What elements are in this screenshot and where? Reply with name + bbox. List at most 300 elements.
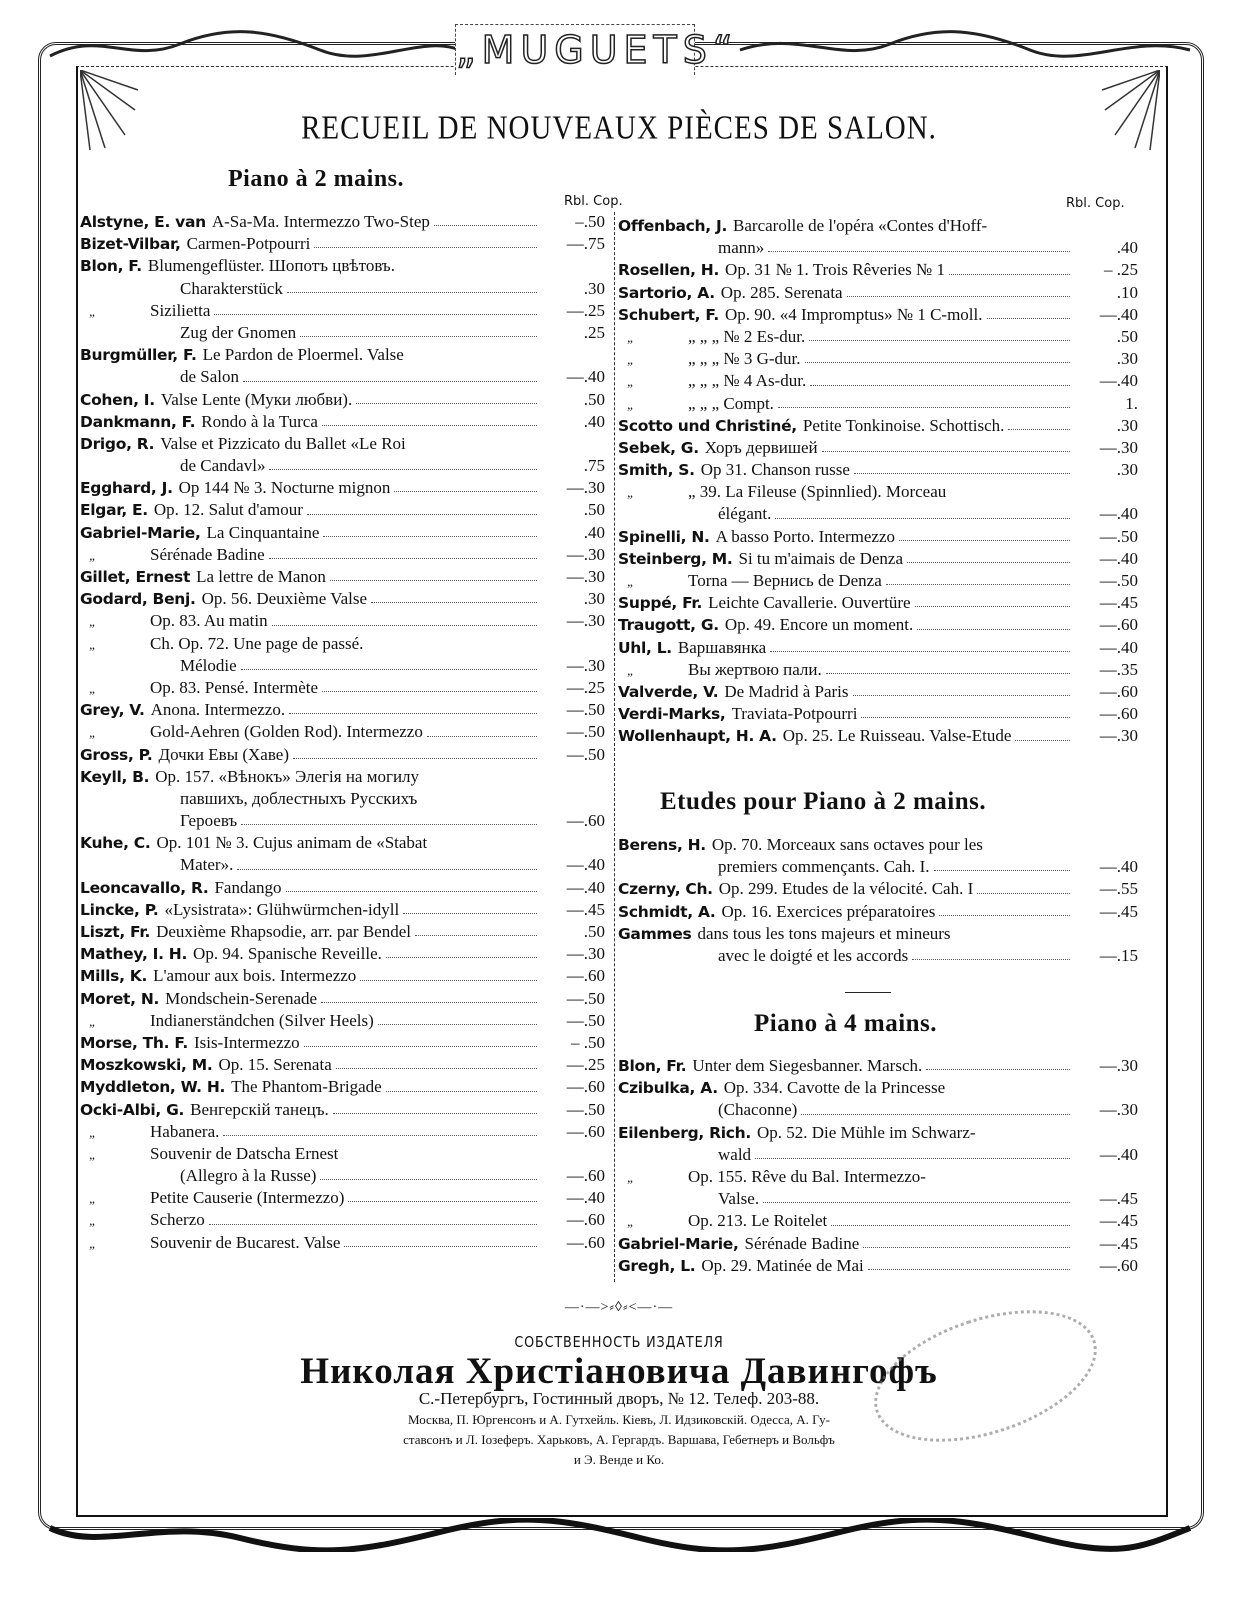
price: – .25 (1104, 260, 1138, 280)
piece-title: Gold-Aehren (Golden Rod). Intermezzo (150, 722, 423, 742)
catalog-entry (618, 681, 1138, 703)
piece-title: Anona. Intermezzo. (150, 700, 286, 720)
price: —.50 (1099, 571, 1138, 590)
piece-title: dans tous les tons majeurs et mineurs (697, 923, 951, 943)
dot-leader (899, 526, 1070, 541)
piece-title: Charakterstück (180, 278, 283, 298)
dot-leader (371, 588, 537, 603)
catalog-entry (80, 566, 605, 588)
dot-leader (209, 1209, 537, 1224)
piece-title: Op. 83. Au matin (150, 611, 268, 631)
catalog-entry (80, 1032, 605, 1054)
price: —.60 (566, 1166, 605, 1186)
composer-name: Wollenhaupt, H. A. (618, 727, 777, 746)
dot-leader (427, 721, 537, 736)
indent (618, 393, 688, 415)
catalog-entry (618, 415, 1138, 437)
dot-leader (403, 899, 537, 914)
agents-line-3: и Э. Венде и Ко. (573, 1452, 665, 1467)
price: .50 (583, 922, 605, 941)
catalog-entry (618, 637, 1138, 659)
price: .50 (583, 389, 605, 409)
piece-title: Op. 90. «4 Impromptus» № 1 C-moll. (724, 304, 983, 324)
piece-title: Вы жертвою пали. (688, 659, 822, 679)
dot-leader (868, 1255, 1070, 1270)
dot-leader (1008, 415, 1070, 430)
price-header-right: Rbl. Cop. (1066, 196, 1125, 211)
piece-title: Op. 25. Le Ruisseau. Valse-Etude (782, 726, 1012, 746)
dot-leader (293, 744, 537, 759)
composer-name: Liszt, Fr. (80, 923, 151, 941)
piece-title: Op 144 № 3. Nocturne mignon (178, 478, 391, 498)
catalog-entry (80, 499, 605, 521)
piece-title: Carmen-Potpourri (186, 234, 311, 254)
price: – .50 (571, 1032, 605, 1052)
dot-leader (323, 522, 537, 537)
catalog-entry (618, 437, 1138, 459)
indent (80, 1010, 150, 1032)
piece-title: Хоръ дервишей (704, 437, 818, 457)
piece-title: Isis-Intermezzo (193, 1032, 300, 1052)
catalog-entry (618, 1144, 1138, 1166)
price: —.30 (1099, 437, 1138, 457)
catalog-entry (80, 899, 605, 921)
piece-title: élégant. (718, 504, 772, 524)
catalog-entry (80, 1143, 605, 1165)
composer-name: Alstyne, E. van (80, 213, 206, 231)
piece-title: de Candavl» (180, 456, 266, 476)
catalog-entry (80, 610, 605, 632)
catalog-entry (80, 943, 605, 965)
dot-leader (322, 411, 537, 426)
price: —.45 (566, 899, 605, 919)
catalog-entry (80, 255, 605, 277)
dot-leader (926, 1055, 1070, 1070)
price: .40 (1116, 238, 1138, 258)
indent (80, 677, 150, 699)
catalog-entry (80, 788, 605, 810)
composer-name: Dankmann, F. (80, 412, 196, 431)
ditto-mark: „ (627, 396, 633, 412)
price: —.45 (1099, 901, 1138, 921)
piece-title: Torna — Вернись de Denza (688, 571, 882, 590)
piece-title: Op 31. Chanson russe (700, 460, 850, 480)
composer-name: Schmidt, A. (618, 902, 716, 921)
catalog-entry (618, 1210, 1138, 1232)
dot-leader (847, 282, 1070, 297)
piece-title: Венгерскій танецъ. (190, 1099, 329, 1119)
catalog-entry (80, 1010, 605, 1032)
indent (618, 326, 688, 348)
indent (80, 278, 180, 300)
collection-title: „MUGUETS“ (456, 28, 739, 72)
composer-name: Gammes (618, 924, 692, 943)
dot-leader (321, 988, 537, 1003)
piece-title: „ 39. La Fileuse (Spinnlied). Morceau (688, 482, 947, 502)
catalog-entry (80, 1165, 605, 1187)
composer-name: Mills, K. (80, 967, 148, 986)
catalog-entry (618, 856, 1138, 878)
ditto-mark: „ (627, 352, 633, 368)
catalog-entry (80, 588, 605, 610)
composer-name: Sartorio, A. (618, 283, 715, 302)
piece-title: De Madrid à Paris (724, 681, 849, 701)
price: —.60 (1099, 1255, 1138, 1275)
composer-name: Moret, N. (80, 989, 160, 1008)
price: —.50 (1099, 526, 1138, 546)
price: —.50 (566, 1010, 605, 1030)
price: —.45 (1099, 1189, 1138, 1209)
ditto-mark: „ (89, 547, 95, 563)
indent (618, 945, 718, 967)
dot-leader (912, 945, 1070, 960)
catalog-entry (80, 1076, 605, 1098)
dot-leader (775, 503, 1070, 518)
piece-title: „ „ „ № 3 G-dur. (688, 349, 801, 369)
catalog-entry (618, 570, 1138, 592)
dot-leader (348, 1187, 537, 1202)
price: .30 (1116, 415, 1138, 435)
price: —.40 (566, 367, 605, 387)
catalog-entry (80, 921, 605, 943)
catalog-list-left (80, 211, 605, 1254)
price: —.45 (1099, 1211, 1138, 1231)
dot-leader (415, 921, 537, 936)
catalog-entry (618, 901, 1138, 923)
dot-leader (861, 703, 1070, 718)
catalog-entry (80, 211, 605, 233)
indent (618, 570, 688, 592)
piece-title: (Chaconne) (718, 1100, 798, 1120)
dot-leader (272, 610, 537, 625)
price: .30 (1116, 349, 1138, 369)
price: —.40 (566, 877, 605, 897)
dot-leader (977, 878, 1070, 893)
piece-title: павшихъ, доблестныхъ Русскихъ (180, 788, 418, 808)
catalog-entry (80, 988, 605, 1010)
ditto-mark: „ (627, 374, 633, 390)
dot-leader (243, 366, 537, 381)
indent (80, 1232, 150, 1254)
ditto-mark: „ (89, 680, 95, 696)
price: —.30 (566, 944, 605, 964)
composer-name: Egghard, J. (80, 479, 173, 498)
piece-title: Traviata-Potpourri (731, 704, 858, 724)
ditto-mark: „ (89, 614, 95, 630)
catalog-entry (80, 455, 605, 477)
piece-title: Petite Tonkinoise. Schottisch. (802, 415, 1005, 435)
catalog-entry (618, 282, 1138, 304)
price: —.40 (566, 1188, 605, 1208)
piece-title: Op. 56. Deuxième Valse (201, 589, 368, 609)
indent (618, 237, 718, 259)
catalog-entry (618, 878, 1138, 900)
separator-rule (845, 992, 891, 993)
price: —.50 (566, 1099, 605, 1119)
composer-name: Cohen, I. (80, 390, 155, 409)
composer-name: Gross, P. (80, 745, 153, 764)
indent (618, 503, 718, 525)
catalog-entry (80, 344, 605, 366)
catalog-entry (618, 659, 1138, 681)
footer-ornament: —·—>⸗◊⸗<—·— (564, 1300, 674, 1315)
price: .40 (583, 411, 605, 431)
agents-line-1: Москва, П. Юргенсонъ и А. Гутхейль. Кіевъ, Л. Идзиковскій. Одесса, А. Гу- (408, 1412, 830, 1427)
piece-title: A basso Porto. Intermezzo (715, 526, 896, 546)
catalog-entry (618, 703, 1138, 725)
piece-title: Sérénade Badine (744, 1233, 860, 1253)
dot-leader (778, 393, 1070, 408)
dot-leader (269, 455, 537, 470)
composer-name: Blon, F. (80, 257, 142, 276)
dot-leader (949, 259, 1070, 274)
composer-name: Drigo, R. (80, 434, 155, 453)
catalog-entry (80, 233, 605, 255)
piece-title: Mondschein-Serenade (165, 988, 318, 1008)
dot-leader (223, 1121, 537, 1136)
piece-title: Leichte Cavallerie. Ouvertüre (708, 593, 911, 613)
catalog-entry (80, 832, 605, 854)
piece-title: Op. 49. Encore un moment. (724, 615, 914, 635)
column-divider (614, 212, 615, 1282)
composer-name: Verdi-Marks, (618, 705, 726, 724)
catalog-entry (80, 677, 605, 699)
piece-title: Souvenir de Datscha Ernest (150, 1143, 339, 1163)
price: —.30 (566, 655, 605, 675)
piece-title: Unter dem Siegesbanner. Marsch. (692, 1056, 923, 1075)
dot-leader (863, 1233, 1070, 1248)
piece-title: de Salon (180, 367, 240, 387)
catalog-entry (618, 393, 1138, 415)
price: —.55 (1099, 879, 1138, 899)
ditto-mark: „ (89, 303, 95, 319)
piece-title: Op. 83. Pensé. Intermète (150, 677, 319, 697)
piece-title: A-Sa-Ma. Intermezzo Two-Step (211, 212, 430, 231)
composer-name: Blon, Fr. (618, 1057, 687, 1075)
composer-name: Uhl, L. (618, 638, 672, 657)
composer-name: Offenbach, J. (618, 217, 728, 235)
ditto-mark: „ (627, 1214, 633, 1230)
agents-line-2: ставсонъ и Л. Іозеферъ. Харьковъ, А. Гергардъ. Варшава, Гебетнеръ и Вольфъ (403, 1432, 835, 1447)
dot-leader (241, 810, 537, 825)
piece-title: Valse Lente (Муки любви). (160, 389, 353, 409)
price: —.40 (1099, 637, 1138, 657)
indent (618, 1144, 718, 1166)
composer-name: Godard, Benj. (80, 590, 196, 609)
piece-title: Op. 299. Etudes de la vélocité. Cah. I (718, 879, 974, 899)
price: —.40 (1099, 371, 1138, 391)
composer-name: Gillet, Ernest (80, 568, 191, 586)
indent (80, 854, 180, 876)
catalog-entry (80, 655, 605, 677)
indent (618, 370, 688, 392)
ditto-mark: „ (89, 1013, 95, 1029)
catalog-entry (80, 1232, 605, 1254)
price: —.40 (1099, 504, 1138, 524)
ditto-mark: „ (627, 662, 633, 678)
piece-title: Barcarolle de l'opéra «Contes d'Hoff- (733, 216, 988, 235)
catalog-entry (618, 370, 1138, 392)
catalog-entry (80, 477, 605, 499)
piece-title: Mater». (180, 855, 234, 875)
indent (618, 659, 688, 681)
dot-leader (939, 901, 1070, 916)
piece-title: „ „ „ № 4 As-dur. (688, 371, 807, 391)
price: .50 (583, 500, 605, 520)
piece-title: Op. 70. Morceaux sans octaves pour les (711, 835, 983, 854)
composer-name: Eilenberg, Rich. (618, 1123, 751, 1142)
price: —.40 (1099, 304, 1138, 324)
catalog-entry (618, 215, 1138, 237)
composer-name: Spinelli, N. (618, 527, 710, 546)
piece-title: Op. 52. Die Mühle im Schwarz- (756, 1122, 976, 1142)
dot-leader (907, 548, 1070, 563)
catalog-entry (618, 548, 1138, 570)
price: —.45 (1099, 593, 1138, 613)
price: —.15 (1099, 945, 1138, 965)
dot-leader (304, 1032, 537, 1047)
piece-title: The Phantom-Brigade (231, 1077, 382, 1097)
dot-leader (809, 326, 1070, 341)
catalog-entry (618, 1055, 1138, 1077)
catalog-entry (618, 923, 1138, 945)
indent (80, 366, 180, 388)
catalog-entry (618, 1233, 1138, 1255)
catalog-entry (618, 348, 1138, 370)
dot-leader (286, 877, 537, 892)
price: —.60 (566, 1121, 605, 1141)
catalog-list-right (618, 215, 1138, 748)
piece-title: Op. 334. Cavotte de la Princesse (723, 1078, 946, 1098)
property-of-label: СОБСТВЕННОСТЬ ИЗДАТЕЛЯ (514, 1333, 724, 1351)
ditto-mark: „ (89, 1146, 95, 1162)
ditto-mark: „ (89, 636, 95, 652)
composer-name: Kuhe, C. (80, 834, 151, 853)
piece-title: Mélodie (180, 655, 237, 675)
piece-title: Indianerständchen (Silver Heels) (150, 1010, 374, 1030)
composer-name: Steinberg, M. (618, 549, 733, 568)
catalog-entry (80, 522, 605, 544)
price: —.30 (1099, 726, 1138, 746)
piece-title: Fandango (214, 877, 282, 897)
dot-leader (826, 659, 1070, 674)
piece-title: Op. 94. Spanische Reveille. (193, 944, 382, 964)
price: —.40 (1099, 548, 1138, 568)
piece-title: Ch. Op. 72. Une page de passé. (150, 633, 364, 653)
composer-name: Gabriel-Marie, (80, 523, 201, 542)
catalog-entry (80, 1209, 605, 1231)
price: —.25 (566, 1055, 605, 1075)
price: –.50 (575, 212, 605, 231)
piece-title: La lettre de Manon (196, 567, 326, 586)
catalog-entry (618, 614, 1138, 636)
piece-title: Sérénade Badine (150, 544, 265, 564)
price: —.25 (566, 677, 605, 697)
ditto-mark: „ (89, 1191, 95, 1207)
piece-title: „ „ „ № 2 Es-dur. (688, 326, 806, 346)
dot-leader (805, 348, 1070, 363)
indent (618, 1188, 718, 1210)
piece-title: Op. 285. Serenata (720, 282, 843, 302)
price: —.60 (566, 1210, 605, 1230)
catalog-entry (80, 810, 605, 832)
dot-leader (386, 943, 537, 958)
composer-name: Gabriel-Marie, (618, 1234, 739, 1253)
dot-leader (886, 570, 1070, 585)
composer-name: Gregh, L. (618, 1256, 696, 1275)
indent (80, 633, 150, 655)
dot-leader (822, 437, 1070, 452)
catalog-entry (80, 322, 605, 344)
composer-name: Sebek, G. (618, 438, 699, 457)
dot-leader (831, 1210, 1070, 1225)
catalog-entry (618, 945, 1138, 967)
piece-title: «Lysistrata»: Glühwürmchen-idyll (164, 899, 400, 919)
composer-name: Czerny, Ch. (618, 880, 713, 899)
price: .30 (583, 278, 605, 298)
indent (80, 1165, 180, 1187)
ditto-mark: „ (89, 1235, 95, 1251)
indent (80, 1209, 150, 1231)
indent (80, 544, 150, 566)
dot-leader (314, 233, 537, 248)
dot-leader (853, 681, 1070, 696)
ditto-mark: „ (89, 1124, 95, 1140)
piece-title: Petite Causerie (Intermezzo) (150, 1188, 345, 1208)
catalog-entry (80, 699, 605, 721)
indent (80, 300, 150, 322)
price: —.60 (566, 1232, 605, 1252)
price: —.60 (566, 811, 605, 831)
composer-name: Leoncavallo, R. (80, 878, 209, 897)
indent (80, 1143, 150, 1165)
composer-name: Mathey, I. H. (80, 945, 188, 964)
price: .40 (583, 522, 605, 542)
piece-title: premiers commençants. Cah. I. (718, 857, 930, 877)
price: —.60 (1099, 615, 1138, 635)
piece-title: Valse et Pizzicato du Ballet «Le Roi (160, 433, 406, 453)
catalog-entry (618, 237, 1138, 259)
dot-leader (755, 1144, 1070, 1159)
catalog-entry (80, 389, 605, 411)
piece-title: Rondo à la Turca (201, 411, 318, 431)
ditto-mark: „ (627, 574, 633, 589)
four-hands-list (618, 1055, 1138, 1277)
price: —.50 (566, 722, 605, 742)
composer-name: Moszkowski, M. (80, 1056, 213, 1075)
price: —.40 (1099, 1144, 1138, 1164)
ditto-mark: „ (627, 485, 633, 501)
title-box (455, 24, 739, 75)
composer-name: Suppé, Fr. (618, 594, 703, 613)
dot-leader (763, 1188, 1070, 1203)
piece-title: Valse. (718, 1189, 760, 1209)
dot-leader (987, 304, 1071, 319)
dot-leader (360, 965, 537, 980)
dot-leader (810, 370, 1070, 385)
composer-name: Keyll, B. (80, 767, 150, 786)
composer-name: Elgar, E. (80, 501, 148, 520)
ditto-mark: „ (89, 1213, 95, 1229)
catalog-entry (618, 1122, 1138, 1144)
piece-title: Дочки Евы (Хаве) (158, 744, 289, 764)
dot-leader (378, 1010, 537, 1025)
dot-leader (214, 300, 537, 315)
catalog-entry (618, 834, 1138, 856)
piece-title: Op. 12. Salut d'amour (153, 500, 303, 520)
catalog-entry (618, 592, 1138, 614)
ditto-mark: „ (627, 329, 633, 345)
